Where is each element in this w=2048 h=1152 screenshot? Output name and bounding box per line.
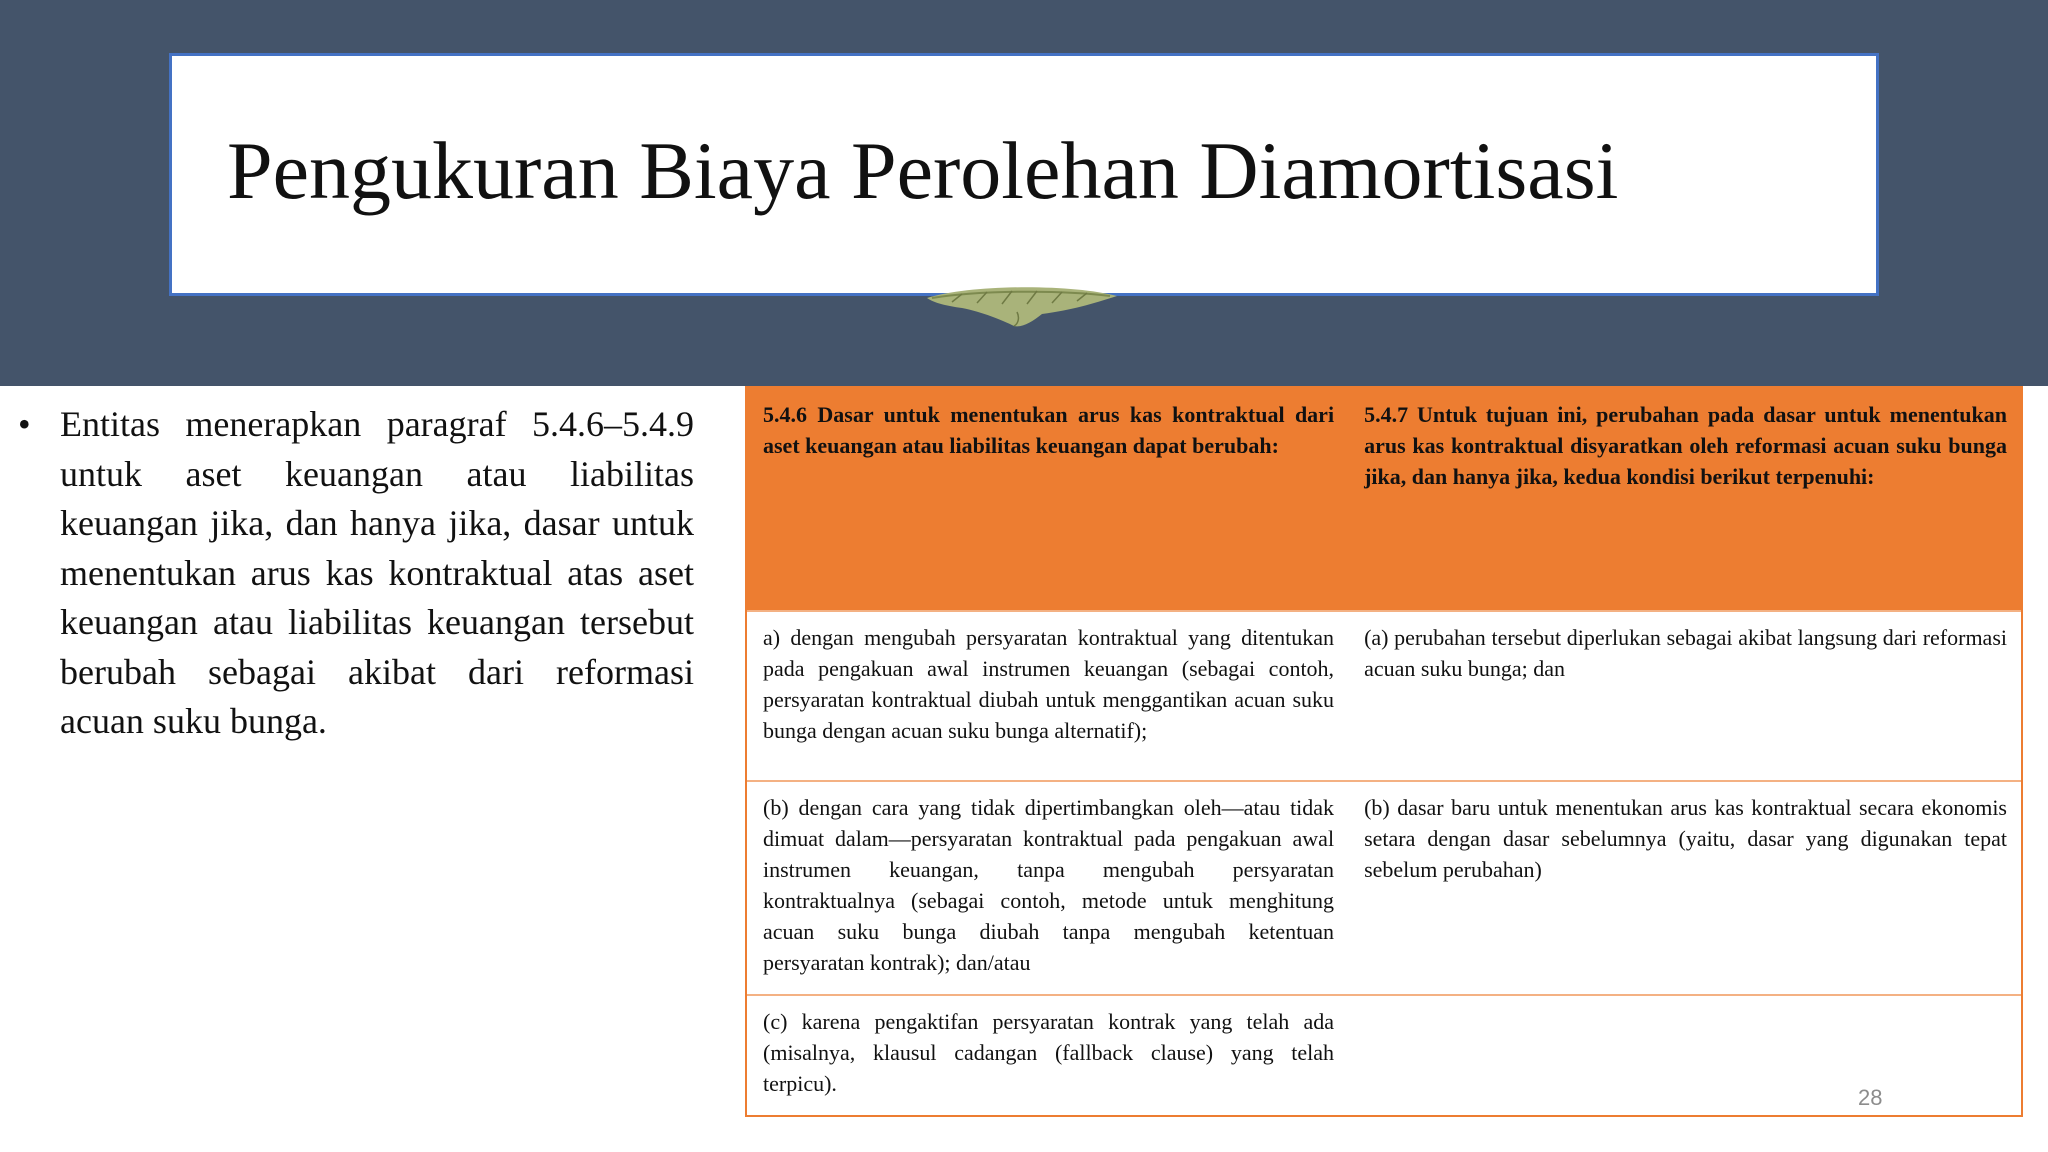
table-row — [747, 780, 2021, 996]
table-row — [747, 994, 2021, 1119]
table-header-row — [747, 388, 2021, 610]
paragraph-table — [745, 386, 2023, 1117]
table-cell: (a) perubahan tersebut diperlukan sebagai akibat langsung dari reformasi acuan suku bunga; dan — [1364, 625, 2007, 681]
bullet-marker: • — [18, 404, 31, 444]
bullet-item — [18, 400, 694, 747]
title-box — [169, 53, 1879, 296]
page-number: 28 — [1858, 1085, 1883, 1110]
leaf-ornament-icon — [922, 276, 1122, 336]
table-cell: (b) dengan cara yang tidak dipertimbangkan oleh—atau tidak dimuat dalam—persyaratan kontraktual pada pengakuan awal instrumen keuangan, tanpa mengubah persyaratan kontraktualnya (sebagai contoh, metode untuk menghitung acuan suku bunga diubah tanpa mengubah ketentuan persyaratan kontrak); dan/atau — [763, 795, 1335, 975]
table-cell: (c) karena pengaktifan persyaratan kontrak yang telah ada (misalnya, klausul cadangan (fallback clause) yang telah terpicu). — [763, 1009, 1335, 1096]
table-header-cell-5-4-7: 5.4.7 Untuk tujuan ini, perubahan pada dasar untuk menentukan arus kas kontraktual disyaratkan oleh reformasi acuan suku bunga jika, dan hanya jika, kedua kondisi berikut terpenuhi: — [1364, 402, 2007, 489]
slide-title: Pengukuran Biaya Perolehan Diamortisasi — [227, 125, 1619, 216]
bullet-list — [18, 400, 694, 747]
table-header-cell-5-4-6: 5.4.6 Dasar untuk menentukan arus kas kontraktual dari aset keuangan atau liabilitas keuangan dapat berubah: — [763, 402, 1335, 458]
table-row — [747, 610, 2021, 782]
bullet-text: Entitas menerapkan paragraf 5.4.6–5.4.9 untuk aset keuangan atau liabilitas keuangan jika, dan hanya jika, dasar untuk menentukan arus kas kontraktual atas aset keuangan atau liabilitas keuangan tersebut berubah sebagai akibat dari reformasi acuan suku bunga. — [60, 404, 694, 741]
table-cell: a) dengan mengubah persyaratan kontraktual yang ditentukan pada pengakuan awal instrumen keuangan (sebagai contoh, persyaratan kontraktual diubah untuk menggantikan acuan suku bunga dengan acuan suku bunga alternatif); — [763, 625, 1335, 743]
table-cell — [1348, 996, 2021, 1119]
table-cell: (b) dasar baru untuk menentukan arus kas kontraktual secara ekonomis setara dengan dasar sebelumnya (yaitu, dasar yang digunakan tepat sebelum perubahan) — [1364, 795, 2007, 882]
